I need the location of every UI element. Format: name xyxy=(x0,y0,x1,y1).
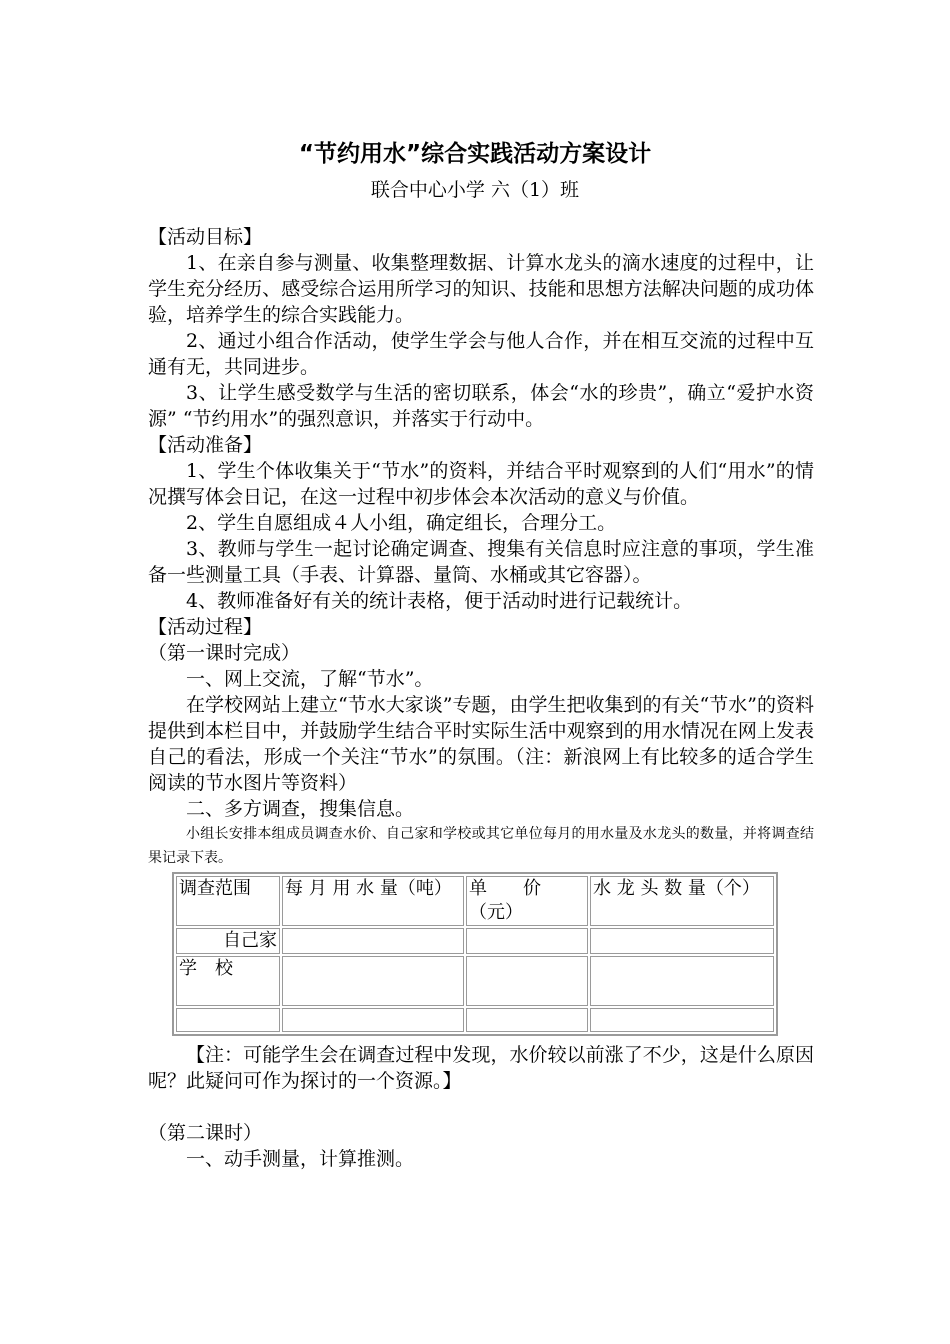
spacer xyxy=(148,1094,814,1120)
paragraph: 1、在亲自参与测量、收集整理数据、计算水龙头的滴水速度的过程中，让学生充分经历、感受综合运用所学习的知识、技能和思想方法解决问题的成功体验，培养学生的综合实践能力。 xyxy=(148,252,814,326)
document-body xyxy=(148,224,814,1172)
table-header-cell: 水 龙 头 数 量（个） xyxy=(590,876,774,926)
survey-table xyxy=(172,872,778,1036)
table-cell xyxy=(590,928,774,954)
paragraph: 2、通过小组合作活动，使学生学会与他人合作，并在相互交流的过程中互通有无，共同进步。 xyxy=(148,330,814,378)
lesson-label: （第一课时完成） xyxy=(148,642,301,664)
table-cell: 学 校 xyxy=(176,956,280,1006)
table-cell xyxy=(466,928,588,954)
paragraph: 在学校网站上建立“节水大家谈”专题，由学生把收集到的有关“节水”的资料提供到本栏目中，并鼓励学生结合平时实际生活中观察到的用水情况在网上发表自己的看法，形成一个关注“节水”的氛围。（注：新浪网上有比较多的适合学生阅读的节水图片等资料） xyxy=(148,694,814,794)
paragraph: 3、教师与学生一起讨论确定调查、搜集有关信息时应注意的事项，学生准备一些测量工具（手表、计算器、量筒、水桶或其它容器）。 xyxy=(148,538,814,586)
table-cell xyxy=(282,928,464,954)
step-title: 二、多方调查，搜集信息。 xyxy=(186,798,415,820)
table-cell xyxy=(590,956,774,1006)
paragraph: 3、让学生感受数学与生活的密切联系，体会“水的珍贵”，确立“爱护水资源” “节约用水”的强烈意识，并落实于行动中。 xyxy=(148,382,814,430)
table-cell xyxy=(176,1008,280,1032)
table-cell xyxy=(466,1008,588,1032)
page-subtitle: 联合中心小学 六（1）班 xyxy=(370,179,580,201)
step-title: 一、网上交流，了解“节水”。 xyxy=(186,668,434,690)
paragraph: 4、教师准备好有关的统计表格，便于活动时进行记载统计。 xyxy=(186,590,693,612)
paragraph-small: 小组长安排本组成员调查水价、自己家和学校或其它单位每月的用水量及水龙头的数量，并将调查结果记录下表。 xyxy=(148,826,814,866)
table-cell xyxy=(282,1008,464,1032)
section-heading-preparation: 【活动准备】 xyxy=(148,434,263,456)
table-row xyxy=(176,956,774,1006)
section-heading-process: 【活动过程】 xyxy=(148,616,263,638)
page-title: “节约用水”综合实践活动方案设计 xyxy=(298,141,652,167)
lesson-label: （第二课时） xyxy=(148,1122,263,1144)
table-header-cell: 单 价（元） xyxy=(466,876,588,926)
table-cell xyxy=(282,956,464,1006)
table-cell xyxy=(466,956,588,1006)
note-paragraph: 【注：可能学生会在调查过程中发现，水价较以前涨了不少，这是什么原因呢？此疑问可作为探讨的一个资源。】 xyxy=(148,1044,814,1092)
paragraph: 1、学生个体收集关于“节水”的资料，并结合平时观察到的人们“用水”的情况撰写体会日记，在这一过程中初步体会本次活动的意义与价值。 xyxy=(148,460,814,508)
table-header-row xyxy=(176,876,774,926)
section-heading-goals: 【活动目标】 xyxy=(148,226,263,248)
table-header-cell: 调查范围 xyxy=(176,876,280,926)
table-row xyxy=(176,1008,774,1032)
table-row xyxy=(176,928,774,954)
step-title: 一、动手测量，计算推测。 xyxy=(186,1148,415,1170)
table-cell xyxy=(590,1008,774,1032)
paragraph: 2、学生自愿组成４人小组，确定组长，合理分工。 xyxy=(186,512,617,534)
table-header-cell: 每 月 用 水 量（吨） xyxy=(282,876,464,926)
table-cell: 自己家 xyxy=(176,928,280,954)
